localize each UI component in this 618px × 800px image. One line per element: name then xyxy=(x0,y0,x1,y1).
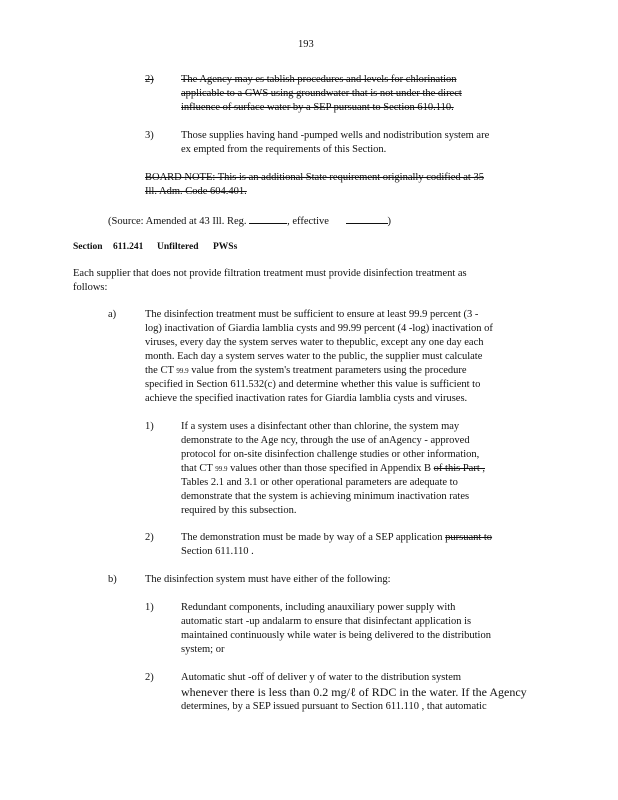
item-a-ct-line xyxy=(145,364,467,378)
source-middle: , effective xyxy=(287,216,329,227)
item-a1-line-6: required by this subsection. xyxy=(181,505,297,516)
item-a1-line-2: demonstrate to the Age ncy, through the use of anAgency - approved xyxy=(181,435,470,446)
reg-blank xyxy=(249,213,287,224)
item-a1-line-1: If a system uses a disinfectant other than chlorine, the system may xyxy=(181,421,460,432)
item-b2-number: 2) xyxy=(145,672,154,683)
page-number: 193 xyxy=(298,39,314,50)
item-a2-text: The demonstration must be made by way of a SEP application xyxy=(181,532,443,543)
item-b1-number: 1) xyxy=(145,602,154,613)
item-a-line-6: achieve the specified inactivation rates for Giardia lamblia cysts and viruses. xyxy=(145,393,468,404)
item-b1-line-1: Redundant components, including anauxiliary power supply with xyxy=(181,602,456,613)
section-title-1: Unfiltered xyxy=(157,242,199,252)
item-a1-ct-strike: of this Part , xyxy=(433,463,485,474)
item-b1-line-4: system; or xyxy=(181,644,225,655)
item-3-line-1: Those supplies having hand -pumped wells and nodistribution system are xyxy=(181,130,490,141)
source-suffix: ) xyxy=(387,216,392,227)
item-a-ct-post: value from the system's treatment parameters using the procedure xyxy=(191,365,467,376)
item-3-number: 3) xyxy=(145,130,154,141)
item-a1-number: 1) xyxy=(145,421,154,432)
section-number: 611.241 xyxy=(113,242,144,252)
item-b2-line-1: Automatic shut -off of deliver y of water to the distribution system xyxy=(181,672,462,683)
item-a-ct-pre: the CT xyxy=(145,365,174,376)
item-2-line-2: applicable to a GWS using groundwater that is not under the direct xyxy=(181,88,462,99)
item-b1-line-3: maintained continuously while water is being delivered to the distribution xyxy=(181,630,491,641)
item-a-ct-sub: 99.9 xyxy=(176,367,189,375)
item-a-line-5: specified in Section 611.532(c) and determine whether this value is sufficient to xyxy=(145,379,481,390)
item-b-number: b) xyxy=(108,574,117,585)
source-prefix: (Source: Amended at 43 Ill. Reg. xyxy=(108,216,247,227)
item-2-line-3: influence of surface water by a SEP pursuant to Section 610.110. xyxy=(181,102,454,113)
item-2-line-1: The Agency may es tablish procedures and levels for chlorination xyxy=(181,74,457,85)
source-line xyxy=(108,213,391,229)
section-label: Section xyxy=(73,242,103,252)
intro-line-1: Each supplier that does not provide filtration treatment must provide disinfection treatment as xyxy=(73,268,467,279)
item-a-number: a) xyxy=(108,309,117,320)
item-b-text: The disinfection system must have either of the following: xyxy=(145,574,391,585)
item-a-line-2: log) inactivation of Giardia lamblia cysts and 99.99 percent (4 -log) inactivation of xyxy=(145,323,493,334)
item-a-line-4: month. Each day a system serves water to the public, the supplier must calculate xyxy=(145,351,483,362)
item-a1-line-3: protocol for on-site disinfection challenge studies or other information, xyxy=(181,449,480,460)
board-note-line-1: BOARD NOTE: This is an additional State requirement originally codified at 35 xyxy=(145,172,484,183)
board-note-line-2: Ill. Adm. Code 604.401. xyxy=(145,186,247,197)
item-a-line-1: The disinfection treatment must be sufficient to ensure at least 99.9 percent (3 - xyxy=(145,309,479,320)
item-a2-line-2: Section 611.110 . xyxy=(181,546,254,557)
item-a1-line-5: demonstrate that the system is achieving minimum inactivation rates xyxy=(181,491,470,502)
item-a2-number: 2) xyxy=(145,532,154,543)
item-b2-line-3: determines, by a SEP issued pursuant to Section 611.110 , that automatic xyxy=(181,701,487,712)
item-a1-line-4: Tables 2.1 and 3.1 or other operational parameters are adequate to xyxy=(181,477,458,488)
intro-line-2: follows: xyxy=(73,282,108,293)
item-a1-ct-line xyxy=(181,462,485,476)
item-3-line-2: ex empted from the requirements of this Section. xyxy=(181,144,387,155)
item-a-line-3: viruses, every day the system serves water to thepublic, except any one day each xyxy=(145,337,484,348)
item-b1-line-2: automatic start -up andalarm to ensure that disinfectant application is xyxy=(181,616,472,627)
item-a1-ct-post: values other than those specified in Appendix B xyxy=(230,463,432,474)
item-b2-line-2: whenever there is less than 0.2 mg/ℓ of RDC in the water. If the Agency xyxy=(181,685,527,699)
item-a2-strike: pursuant to xyxy=(445,532,493,543)
item-a1-ct-pre: that CT xyxy=(181,463,213,474)
section-title-2: PWSs xyxy=(213,242,238,252)
item-2-number: 2) xyxy=(145,74,154,85)
item-a1-ct-sub: 99.9 xyxy=(215,465,228,473)
item-a2-line-1 xyxy=(181,531,492,545)
effective-blank xyxy=(346,213,388,224)
